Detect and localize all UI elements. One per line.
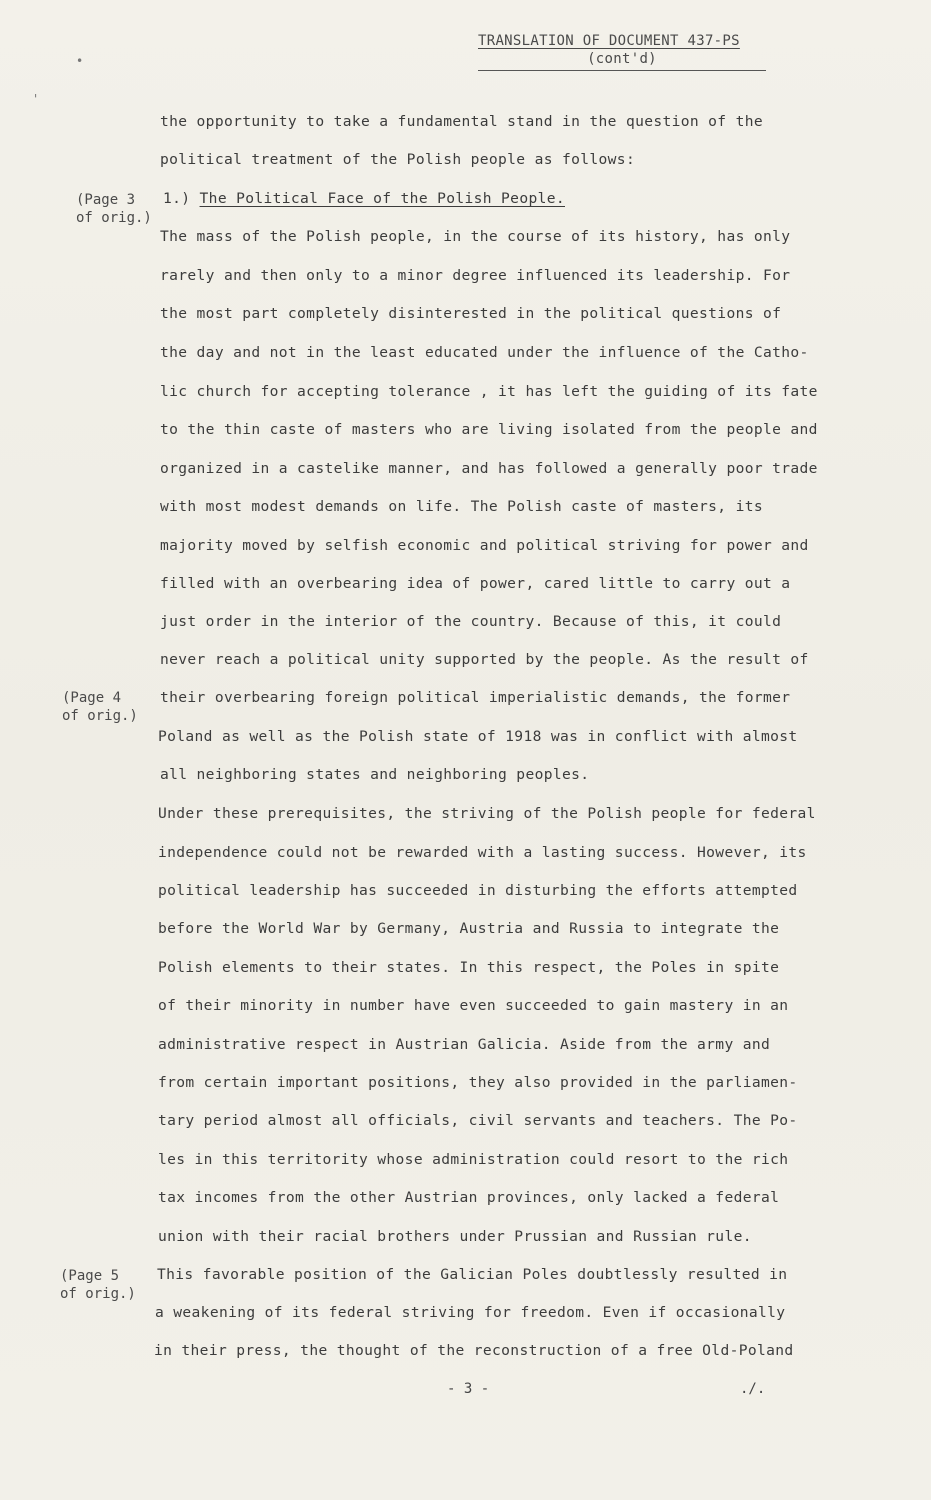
text-line: all neighboring states and neighboring peoples. bbox=[160, 766, 590, 783]
text-line: their overbearing foreign political imperialistic demands, the former bbox=[160, 689, 791, 706]
text-line: of their minority in number have even succeeded to gain mastery in an bbox=[158, 997, 789, 1014]
section-heading bbox=[163, 190, 565, 207]
section-heading-text: 1.) The Political Face of the Polish People. bbox=[163, 190, 565, 207]
text-line: filled with an overbearing idea of power, cared little to carry out a bbox=[160, 575, 791, 592]
text-line: just order in the interior of the country. Because of this, it could bbox=[160, 613, 782, 630]
header-title: TRANSLATION OF DOCUMENT 437-PS bbox=[478, 33, 740, 49]
margin-note-page-5: (Page 5 of orig.) bbox=[60, 1268, 136, 1302]
text-line: never reach a political unity supported by the people. As the result of bbox=[160, 651, 809, 668]
margin-note-page-3: (Page 3 of orig.) bbox=[76, 192, 152, 226]
continued-mark: ./. bbox=[740, 1381, 766, 1397]
page-number: - 3 - bbox=[447, 1381, 490, 1397]
document-header bbox=[478, 33, 770, 71]
text-line: rarely and then only to a minor degree influenced its leadership. For bbox=[160, 267, 791, 284]
text-line: with most modest demands on life. The Polish caste of masters, its bbox=[160, 498, 763, 515]
text-line: The mass of the Polish people, in the course of its history, has only bbox=[160, 228, 791, 245]
text-line: political treatment of the Polish people as follows: bbox=[160, 151, 636, 168]
margin-note-page-4: (Page 4 of orig.) bbox=[62, 690, 138, 724]
text-line: Polish elements to their states. In this respect, the Poles in spite bbox=[158, 959, 780, 976]
text-line: the most part completely disinterested in the political questions of bbox=[160, 305, 782, 322]
text-line: This favorable position of the Galician Poles doubtlessly resulted in bbox=[157, 1266, 788, 1283]
text-line: a weakening of its federal striving for freedom. Even if occasionally bbox=[155, 1304, 786, 1321]
text-line: organized in a castelike manner, and has followed a generally poor trade bbox=[160, 460, 818, 477]
text-line: Under these prerequisites, the striving of the Polish people for federal bbox=[158, 805, 816, 822]
text-line: administrative respect in Austrian Galicia. Aside from the army and bbox=[158, 1036, 771, 1053]
text-line: tax incomes from the other Austrian provinces, only lacked a federal bbox=[158, 1189, 780, 1206]
text-line: from certain important positions, they also provided in the parliamen- bbox=[158, 1074, 798, 1091]
text-line: union with their racial brothers under Prussian and Russian rule. bbox=[158, 1228, 752, 1245]
text-line: les in this territority whose administration could resort to the rich bbox=[158, 1151, 789, 1168]
text-line: lic church for accepting tolerance , it has left the guiding of its fate bbox=[160, 383, 818, 400]
speck-mark: ' bbox=[32, 92, 40, 106]
text-line: Poland as well as the Polish state of 1918 was in conflict with almost bbox=[158, 728, 798, 745]
text-line: the day and not in the least educated under the influence of the Catho- bbox=[160, 344, 809, 361]
text-line: the opportunity to take a fundamental stand in the question of the bbox=[160, 113, 763, 130]
speck-mark: • bbox=[76, 54, 84, 68]
text-line: before the World War by Germany, Austria and Russia to integrate the bbox=[158, 920, 780, 937]
text-line: majority moved by selfish economic and political striving for power and bbox=[160, 537, 809, 554]
text-line: political leadership has succeeded in disturbing the efforts attempted bbox=[158, 882, 798, 899]
header-continued: (cont'd) bbox=[478, 51, 766, 71]
text-line: in their press, the thought of the reconstruction of a free Old-Poland bbox=[154, 1342, 794, 1359]
text-line: independence could not be rewarded with a lasting success. However, its bbox=[158, 844, 807, 861]
text-line: to the thin caste of masters who are living isolated from the people and bbox=[160, 421, 818, 438]
text-line: tary period almost all officials, civil servants and teachers. The Po- bbox=[158, 1112, 798, 1129]
